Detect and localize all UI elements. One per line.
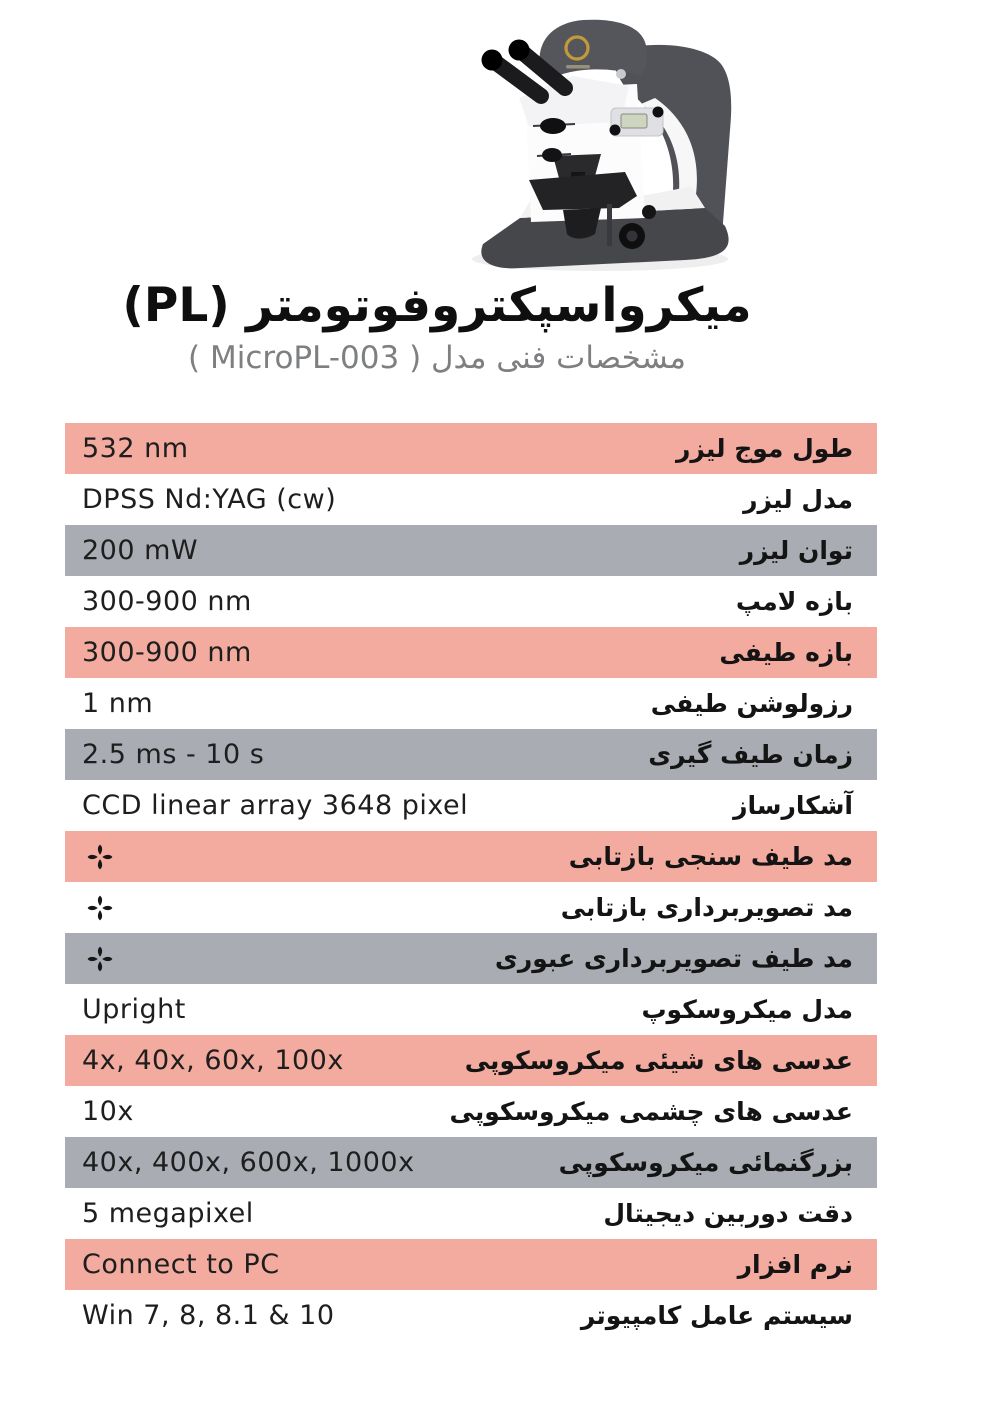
- feature-supported-icon: [65, 944, 115, 974]
- spec-row-spectral-range: [65, 627, 877, 678]
- spec-row-acquisition-time: [65, 729, 877, 780]
- spec-row-camera-resolution: [65, 1188, 877, 1239]
- spec-label: بازه طیفی: [719, 638, 853, 667]
- spec-row-reflective-spectroscopy-mode: [65, 831, 877, 882]
- spec-value: 1 nm: [82, 688, 154, 719]
- spec-value: DPSS Nd:YAG (cw): [82, 484, 337, 515]
- spec-label: عدسی های چشمی میکروسکوپی: [449, 1097, 853, 1126]
- spec-row-laser-model: [65, 474, 877, 525]
- microscope-illustration: [425, 8, 765, 278]
- spec-row-laser-power: [65, 525, 877, 576]
- spec-value: Win 7, 8, 8.1 & 10: [82, 1300, 335, 1331]
- spec-row-eyepiece-lenses: [65, 1086, 877, 1137]
- spec-label: عدسی های شیئی میکروسکوپی: [464, 1046, 853, 1075]
- spec-label: مد طیف سنجی بازتابی: [568, 842, 853, 871]
- spec-row-operating-system: [65, 1290, 877, 1341]
- spec-label: بازه لامپ: [735, 587, 853, 616]
- spec-row-magnification: [65, 1137, 877, 1188]
- title-block: [37, 278, 837, 378]
- spec-row-transmission-imaging-spectrum-mode: [65, 933, 877, 984]
- spec-value: 200 mW: [82, 535, 199, 566]
- spec-row-reflective-imaging-mode: [65, 882, 877, 933]
- feature-supported-icon: [65, 842, 115, 872]
- spec-label: مدل میکروسکوپ: [641, 995, 853, 1024]
- spec-row-spectral-resolution: [65, 678, 877, 729]
- spec-label: زمان طیف گیری: [648, 740, 853, 769]
- spec-row-detector: [65, 780, 877, 831]
- spec-value: Upright: [82, 994, 186, 1025]
- spec-row-microscope-model: [65, 984, 877, 1035]
- spec-value: 4x, 40x, 60x, 100x: [82, 1045, 344, 1076]
- spec-value: 300-900 nm: [82, 586, 252, 617]
- spec-row-laser-wavelength: [65, 423, 877, 474]
- page-title: میکرواسپکتروفوتومتر (PL): [122, 278, 752, 333]
- spec-label: مد طیف تصویربرداری عبوری: [494, 944, 853, 973]
- spec-label: سیستم عامل کامپیوتر: [580, 1301, 853, 1330]
- spec-label: طول موج لیزر: [675, 434, 853, 463]
- spec-label: بزرگنمائی میکروسکوپی: [558, 1148, 853, 1177]
- spec-table: [65, 423, 877, 1341]
- spec-row-objective-lenses: [65, 1035, 877, 1086]
- spec-row-lamp-range: [65, 576, 877, 627]
- microscope-image: [425, 8, 765, 278]
- spec-value: 300-900 nm: [82, 637, 252, 668]
- page-subtitle: مشخصات فنی مدل ( MicroPL-003 ): [188, 340, 686, 377]
- spec-label: نرم افزار: [737, 1250, 853, 1279]
- spec-value: Connect to PC: [82, 1249, 280, 1280]
- spec-label: مدل لیزر: [743, 485, 853, 514]
- spec-label: توان لیزر: [739, 536, 853, 565]
- spec-value: CCD linear array 3648 pixel: [82, 790, 469, 821]
- spec-label: رزولوشن طیفی: [650, 689, 853, 718]
- spec-value: 2.5 ms - 10 s: [82, 739, 265, 770]
- spec-value: 532 nm: [82, 433, 189, 464]
- spec-row-software: [65, 1239, 877, 1290]
- feature-supported-icon: [65, 893, 115, 923]
- spec-label: دقت دوربین دیجیتال: [603, 1199, 853, 1228]
- spec-value: 5 megapixel: [82, 1198, 254, 1229]
- spec-value: 10x: [82, 1096, 134, 1127]
- spec-label: آشکارساز: [733, 791, 853, 820]
- spec-value: 40x, 400x, 600x, 1000x: [82, 1147, 415, 1178]
- spec-label: مد تصویربرداری بازتابی: [560, 893, 853, 922]
